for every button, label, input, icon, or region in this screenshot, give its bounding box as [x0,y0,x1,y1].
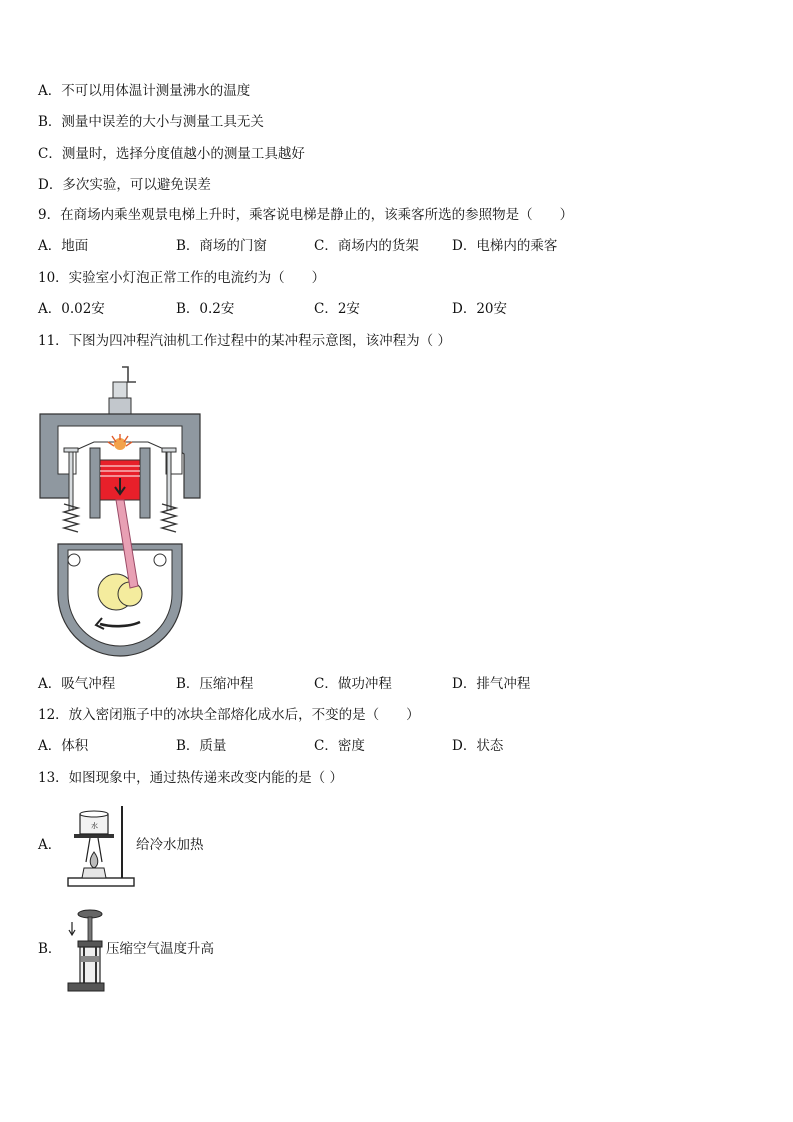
air-compression-diagram [62,908,106,994]
q11-options [38,675,678,693]
q11-option-c: C．做功冲程 [314,676,392,692]
spark-plug-top [113,382,127,398]
q12-option-a: A．体积 [38,738,89,754]
q8-option-d: D．多次实验，可以避免误差 [38,177,211,193]
cylinder-wall-right [140,448,150,518]
q8-option-c: C．测量时，选择分度值越小的测量工具越好 [38,146,305,162]
cylinder-wall-left [90,448,100,518]
q9-option-a: A．地面 [38,238,89,254]
q9-options [38,237,678,255]
q9-option-d: D．电梯内的乘客 [452,238,558,254]
q11-option-a: A．吸气冲程 [38,676,116,692]
q10-stem: 10．实验室小灯泡正常工作的电流约为（ ） [38,270,326,286]
stand-base [68,878,134,886]
q9-option-b: B．商场的门窗 [176,238,267,254]
engine-stroke-diagram [36,364,226,664]
q8-option-a: A．不可以用体温计测量沸水的温度 [38,83,251,99]
q13-option-b-caption: 压缩空气温度升高 [106,941,214,957]
flame-icon [90,852,98,868]
q10-option-a: A．0.02安 [38,301,105,317]
q13-option-b-letter: B． [38,941,62,957]
q11-option-b: B．压缩冲程 [176,676,254,692]
q12-option-d: D．状态 [452,738,504,754]
q12-stem: 12．放入密闭瓶子中的冰块全部熔化成水后，不变的是（ ） [38,707,420,723]
q12-option-c: C．密度 [314,738,365,754]
q13-option-a-caption: 给冷水加热 [136,837,204,853]
q10-options [38,300,678,318]
plunger-rod [88,917,92,941]
exhaust-cam [154,554,166,566]
q13-stem: 13．如图现象中，通过热传递来改变内能的是（ ） [38,770,343,786]
heating-water-diagram [66,804,136,888]
q11-option-d: D．排气冲程 [452,676,531,692]
spark-plug-body [109,398,131,414]
piston-disk [81,956,99,962]
spark-plug-wire [122,367,136,382]
q9-stem: 9．在商场内乘坐观景电梯上升时，乘客说电梯是静止的，该乘客所选的参照物是（ ） [38,207,574,223]
q11-stem: 11．下图为四冲程汽油机工作过程中的某冲程示意图，该冲程为（ ） [38,333,451,349]
alcohol-lamp [82,868,106,878]
beaker-label: 水 [91,822,98,830]
q10-option-b: B．0.2安 [176,301,235,317]
base-plate [68,983,104,991]
q13-option-a-letter: A． [38,837,62,853]
q10-option-c: C．2安 [314,301,360,317]
q8-option-b: B．测量中误差的大小与测量工具无关 [38,114,264,130]
q9-option-c: C．商场内的货架 [314,238,419,254]
q10-option-d: D．20安 [452,301,508,317]
cylinder-cap [78,941,102,947]
press-down-arrow-icon [69,922,75,935]
intake-cam [68,554,80,566]
q12-options [38,737,678,755]
q12-option-b: B．质量 [176,738,227,754]
